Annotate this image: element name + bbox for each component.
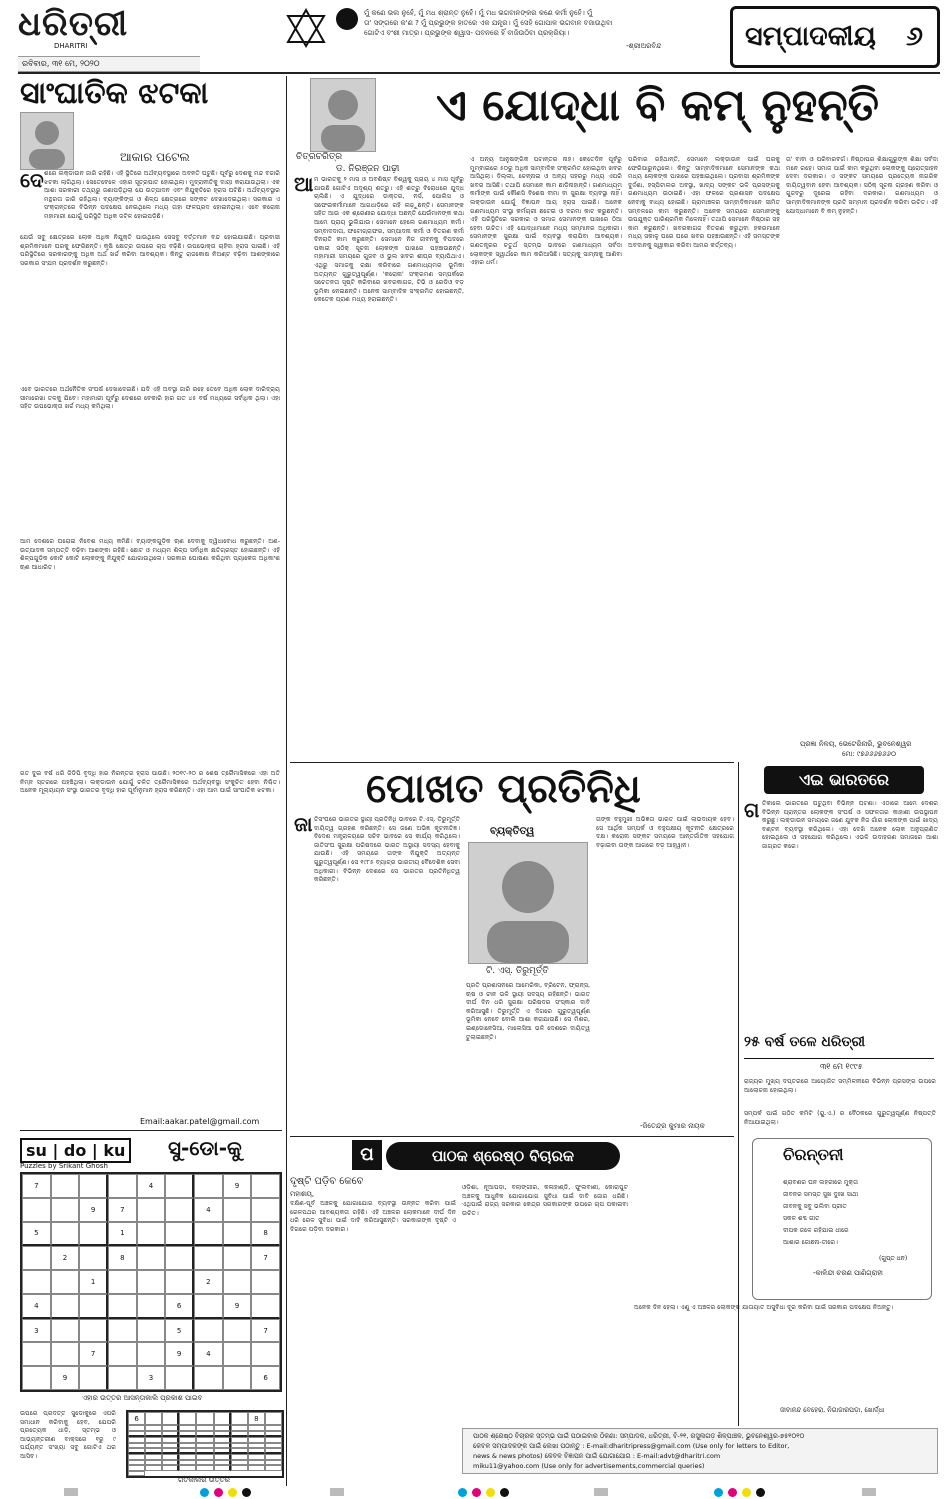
chirantani-line-6: ଆଶାର ଜୋଛନା-ତୀରେ। xyxy=(783,1239,838,1246)
sudoku-cell[interactable] xyxy=(22,1342,51,1366)
col2-text-a: ମ ଭାରତକୁ ୨ ମାସ ଓ ଅବଶିଷ୍ଟ ବିଶ୍ୱକୁ ପ୍ରାୟ ୪ ମାସ ପୂର୍ବରୁ ଯାଉଛି ଗୋଟିଏ ଅଦୃଶ୍ୟ ଶତ୍ରୁ। ଏହି ଶତ୍ରୁ ବିରୋଧରେ ଯୁଦ୍ଧ ଚାଲିଛି। ଏ ଯୁଦ୍ଧରେ ଡାକ୍ତର, ନର୍ସ, ପୋଲିସ ଓ ସଫେଇକର୍ମୀମାନେ ଆଗଧାଡ଼ିରେ ରହି ଲଢ଼ୁଛନ୍ତି। ସେମାନଙ୍କ ସହିତ ଆଉ ଏକ ଶ୍ରେଣୀର ଯୋଦ୍ଧା ଅଛନ୍ତି ଯେଉଁମାନଙ୍କ କଥା ଆମେ ପ୍ରାୟ ଭୁଲିଯାଉ। ସେମାନେ ହେଲେ ଗଣମାଧ୍ୟମ କର୍ମୀ। ସମ୍ବାଦଦାତା, ଫଟୋଗ୍ରାଫର, ସମ୍ପାଦନା କର୍ମୀ ଓ ବିତରଣ କର୍ମୀ ଦିନରାତି କାମ କରୁଛନ୍ତି। ସେମାନେ ନିଜ ଜୀବନକୁ ବିପଦରେ ପକାଇ ସଠିକ୍ ସୂଚନା ଲୋକଙ୍କ ପାଖରେ ପହଞ୍ଚାଉଛନ୍ତି। ମହାମାରୀ ସମୟରେ ଗୁଜବ ଓ ଭୁଲ ଖବର ଶୀଘ୍ର ବ୍ୟାପିଥାଏ। ଏଥିରୁ ସମାଜକୁ ରକ୍ଷା କରିବାରେ ଗଣମାଧ୍ୟମର ଭୂମିକା ଅତ୍ୟନ୍ତ ଗୁରୁତ୍ୱପୂର୍ଣ୍ଣ। 'କରୋନା' ସଂକ୍ରମଣ ସମ୍ପର୍କରେ ସଚେତନତା ସୃଷ୍ଟି କରିବାରେ ଖବରକାଗଜ, ଟିଭି ଓ ରେଡିଓ ବଡ଼ ଭୂମିକା ନେଇଛନ୍ତି। ଅନେକ ସାମ୍ବାଦିକ ସଂକ୍ରମିତ ହୋଇଛନ୍ତି, କେତେକ ପ୍ରାଣ ମଧ୍ୟ ହରାଇଛନ୍ତି। xyxy=(314,176,464,304)
sudoku-cell[interactable] xyxy=(51,1294,80,1319)
print-color-bar xyxy=(0,1486,945,1499)
sudoku-cell[interactable] xyxy=(51,1198,80,1222)
col2-dropcap: ଆ xyxy=(294,172,314,196)
sudoku-cell[interactable] xyxy=(108,1319,137,1343)
black-dot-icon xyxy=(500,1488,509,1497)
sudoku-cell[interactable] xyxy=(194,1174,223,1198)
quote-line-3: ଗୋଟିଏ ବଂଶୀ ମାତ୍ର। ପ୍ରଭୁଙ୍କ ଶ୍ୱାସ- ପବନରେ ହିଁ ବାଜିଉଠିବା ପ୍ରକ୍ରିୟା। xyxy=(364,29,570,37)
anniversary-item-2: ସମ୍ପର୍କ ପାଇଁ ଗଠିତ କମିଟି (ୟୁ.ଏ.) ର ବୈଠକରେ ଗୁରୁତ୍ୱପୂର୍ଣ୍ଣ ନିଷ୍ପତ୍ତି ନିଆଯାଇଥିଲା। xyxy=(744,1110,936,1126)
col3-dropcap: ଜା xyxy=(294,812,313,836)
sudoku-cell[interactable]: 4 xyxy=(194,1198,223,1222)
sudoku-cell[interactable] xyxy=(223,1246,252,1270)
col2-byline: ଡ. ନିରଞ୍ଜନ ପାଢ଼ୀ xyxy=(336,164,400,174)
sudoku-cell[interactable]: 9 xyxy=(51,1366,80,1390)
sudoku-cell[interactable] xyxy=(165,1366,194,1390)
sudoku-cell[interactable] xyxy=(137,1198,166,1222)
sudoku-answer-cell xyxy=(196,1465,213,1470)
sudoku-cell[interactable]: 9 xyxy=(223,1294,252,1319)
sudoku-logo: su | do | ku xyxy=(20,1138,131,1163)
col3-text-a: ତିସଂଘରେ ଭାରତର ସ୍ଥାୟୀ ପ୍ରତିନିଧି ଭାବରେ ଟି.ଏସ୍. ତିରୁମୂର୍ତ୍ତି ଦାୟିତ୍ୱ ଗ୍ରହଣ କରିଛନ୍ତି। ସେ ଜଣେ ଅଭିଜ୍ଞ କୂଟନୀତିଜ୍ଞ। ବିଦେଶ ମନ୍ତ୍ରାଳୟରେ ସଚିବ ଭାବରେ ସେ କାର୍ଯ୍ୟ କରିଥିଲେ। ଜାତିସଂଘ ସୁରକ୍ଷା ପରିଷଦରେ ଭାରତ ଅସ୍ଥାୟୀ ସଦସ୍ୟ ହେବାକୁ ଯାଉଛି। ଏହି ସମୟରେ ତାଙ୍କ ନିଯୁକ୍ତି ଅତ୍ୟନ୍ତ ଗୁରୁତ୍ୱପୂର୍ଣ୍ଣ। ସେ ୧୯୮୫ ବ୍ୟାଚ୍‌ର ଭାରତୀୟ ବୈଦେଶିକ ସେବା ଅଧିକାରୀ। ବିଭିନ୍ନ ଦେଶରେ ସେ ଭାରତର ପ୍ରତିନିଧିତ୍ୱ କରିଛନ୍ତି। xyxy=(314,816,460,884)
sudoku-cell[interactable] xyxy=(223,1270,252,1294)
contact-line-1: ପାଠକ ଶ୍ରେଷ୍ଠ ବିଚାରକ ସ୍ତମ୍ଭ ପାଇଁ ପଠାଇବାର ଠିକଣା: ସମ୍ପାଦକ, ଧରିତ୍ରୀ, ବି-୨୧, ରସୁଲଗଡ଼ ଶିଳ୍ପାଞ୍ଚଳ, ଭୁବନେଶ୍ୱର-୭୫୧୦୧୦ xyxy=(473,1432,805,1440)
sudoku-cell[interactable] xyxy=(165,1222,194,1247)
sudoku-answer-cell: 8 xyxy=(248,1412,265,1425)
readers-badge-icon: ପ xyxy=(352,1140,382,1170)
cyan-dot-icon xyxy=(458,1488,467,1497)
quote-line-2: ତା' ସଙ୍ଗରେ କ'ଣ ? ମୁଁ ପ୍ରଭୁଙ୍କ ହାତରେ ଏକ ଯନ୍ତ୍ର। ମୁଁ ସେହି ଗୋପାଳ ଭଗବାନ ବଜାଉଥିବା xyxy=(364,19,613,27)
sudoku-cell[interactable] xyxy=(165,1270,194,1294)
sudoku-cell[interactable] xyxy=(223,1319,252,1343)
section-title-box xyxy=(730,6,940,68)
col1-para-4: ଆମ ଦେଶରେ ଘରୋଇ ନିବେଶ ମଧ୍ୟ କମିଛି। ବ୍ୟାଙ୍କଗୁଡ଼ିକ ଋଣ ଦେବାକୁ ଦ୍ୱିଧାବୋଧ କରୁଛନ୍ତି। ଅଣ-ଉତ୍ପାଦକ ସମ୍ପତ୍ତି ବଢ଼ିବା ଆଶଙ୍କା ରହିଛି। ଛୋଟ ଓ ମଧ୍ୟମ ଶିଳ୍ପ ସର୍ବାଧିକ କ୍ଷତିଗ୍ରସ୍ତ ହୋଇଛନ୍ତି। ଏହି ଶିଳ୍ପଗୁଡ଼ିକ କୋଟି କୋଟି ଲୋକଙ୍କୁ ନିଯୁକ୍ତି ଯୋଗାଉଥିଲେ। ସରକାର ଘୋଷଣା କରିଥିବା ପ୍ୟାକେଜ ଅଧିକାଂଶ ଋଣ ଆଧାରିତ। xyxy=(20,538,280,571)
anniversary-logo: ୨୫ ବର୍ଷ ତଳେ ଧରିତ୍ରୀ xyxy=(744,1034,934,1059)
sudoku-cell[interactable]: 3 xyxy=(22,1319,51,1343)
col1-headline: ସାଂଘାତିକ ଝଟକା xyxy=(20,76,209,111)
sudoku-cell[interactable] xyxy=(108,1366,137,1390)
sudoku-cell[interactable] xyxy=(251,1270,280,1294)
sudoku-cell[interactable] xyxy=(223,1342,252,1366)
sudoku-cell[interactable]: 5 xyxy=(22,1222,51,1247)
logo-subtitle: DHARITRI xyxy=(54,42,88,50)
sudoku-cell[interactable]: 8 xyxy=(251,1222,280,1247)
sudoku-cell[interactable] xyxy=(251,1342,280,1366)
page-number: ୬ xyxy=(906,21,923,52)
masthead-logo xyxy=(18,4,168,58)
chirantani-title: ଚିରନ୍ତନୀ xyxy=(783,1145,844,1164)
readers-text-c: ଅନେକ ଦିନ ହେଲା। ଏଣୁ ଏ ଅଞ୍ଚଳର ଲୋକଙ୍କ ଯାତାୟାତ ଅସୁବିଧା ଦୂର କରିବା ପାଇଁ ସରକାର ପଦକ୍ଷେପ ନିଅନ୍ତୁ। xyxy=(634,1304,894,1311)
yellow-dot-icon xyxy=(486,1488,495,1497)
col1-para-2: ଯେଉଁ ସବୁ କ୍ଷେତ୍ରରେ ଲୋକ ଅଧିକ ନିଯୁକ୍ତି ପାଉଥିଲେ ସେସବୁ ବର୍ତ୍ତମାନ ବନ୍ଦ ହୋଇଯାଇଛି। ପ୍ରବାସୀ ଶ୍ରମିକମାନେ ଘରକୁ ଫେରିଛନ୍ତି। କୃଷି କ୍ଷେତ୍ର ଉପରେ ଚାପ ବଢ଼ିଛି। ଉପଭୋକ୍ତା ଚାହିଦା ହ୍ରାସ ପାଇଛି। ଏହି ପରିସ୍ଥିତିରେ ସରକାରଙ୍କୁ ଅଧିକ ଅର୍ଥ ଖର୍ଚ୍ଚ କରିବା ଆବଶ୍ୟକ। କିନ୍ତୁ ରାଜକୋଷ ନିଅଣ୍ଟ ବଢ଼ିବା ଆଶଙ୍କାରେ ସରକାର ସଂଯମ ପ୍ରଦର୍ଶନ କରୁଛନ୍ତି। xyxy=(20,234,280,267)
black-dot-icon xyxy=(756,1488,765,1497)
sudoku-cell[interactable]: 2 xyxy=(194,1270,223,1294)
sudoku-answer-cell xyxy=(231,1412,248,1425)
magenta-dot-icon xyxy=(728,1488,737,1497)
sudoku-cell[interactable]: 7 xyxy=(108,1198,137,1222)
chirantani-line-3: ଜୀବନକୁ ସବୁ ଭଲିବା ପ୍ରୀତ xyxy=(783,1203,847,1210)
sudoku-cell[interactable]: 5 xyxy=(165,1319,194,1343)
sudoku-cell[interactable]: 6 xyxy=(251,1366,280,1390)
sudoku-cell[interactable]: 6 xyxy=(165,1294,194,1319)
sudoku-cell[interactable] xyxy=(137,1246,166,1270)
sudoku-cell[interactable] xyxy=(223,1198,252,1222)
sudoku-cell[interactable] xyxy=(51,1319,80,1343)
masthead-divider xyxy=(18,72,940,74)
sudoku-answer-cell: 6 xyxy=(128,1412,145,1425)
sudoku-cell[interactable] xyxy=(51,1222,80,1247)
sudoku-cell[interactable] xyxy=(51,1270,80,1294)
readers-subhead: ଦୃଷ୍ଟି ପଡ଼ିବ କେବେ xyxy=(290,1176,364,1187)
sudoku-cell[interactable]: 8 xyxy=(108,1246,137,1270)
sudoku-answer-cell xyxy=(162,1465,179,1470)
sudoku-cell[interactable] xyxy=(251,1198,280,1222)
col1-para-1: ଶରେ ଲକ୍‌ଡାଉନ ଜାରି ରହିଛି। ଏହି ସ୍ଥିତିରେ ଅର୍ଥବ୍ୟବସ୍ଥାରେ ଅବନତି ଘଟୁଛି। ପୂର୍ବରୁ ଦେଶକୁ ମନ୍ଦ ବଜାରି ଝଟକା ଲାଗିଥିଲା। ସେତେବେଳେ ଏହାର ସୂତ୍ରପାତ ହୋଇଥିଲା। ମୁଦ୍ରାନୀତିକୁ ଦାୟୀ କରାଯାଉଥିଲା। ଏକ ଆଶା ସରକାରୀ ତଥ୍ୟରୁ ଜଣାପଡ଼ିଥିଲା ଯେ ଉତ୍ପାଦନ ଏବଂ ନିଯୁକ୍ତିରେ ହ୍ରାସ ଘଟିଛି। ଅର୍ଥବ୍ୟବସ୍ଥାର ମନ୍ଥରତା ଜାରି ରହିଥିଲା। ବ୍ୟାଙ୍କିଙ୍ଗ ଓ ଶିଳ୍ପ କ୍ଷେତ୍ରରେ ସଙ୍କଟ ଦେଖାଦେଇଥିଲା। ସରକାର ଏ ସଂକ୍ରାନ୍ତରେ ବିଭିନ୍ନ ପଦକ୍ଷେପ ନେଇଥିଲେ ମଧ୍ୟ ତାହା ଫଳପ୍ରଦ ହୋଇନଥିଲା। ଏବେ କରୋନା ମହାମାରୀ ଯୋଗୁଁ ପରିସ୍ଥିତି ଅଧିକ ଜଟିଳ ହୋଇପଡ଼ିଛି। xyxy=(44,170,280,220)
quote-badge-icon xyxy=(336,8,358,30)
col2-kicker: ଚିତ୍ରଚରିତ୍ର xyxy=(296,152,343,162)
sudoku-answer-cell xyxy=(196,1412,213,1425)
chirantani-author: -କାଳିନ୍ଦୀ ଚରଣ ପାଣିଗ୍ରାହୀ xyxy=(813,1269,883,1277)
gray-swatch xyxy=(862,1488,876,1496)
contact-line-2: କେବଳ ସମ୍ପାଦକଙ୍କ ପାଇଁ ଲେଖା ପଠାନ୍ତୁ : E-mail:dharitripress@gmail.com (Use only for letters to Editor, xyxy=(473,1442,790,1450)
sudoku-yesterday-grid xyxy=(126,1410,284,1478)
anniversary-item-1: ରାଜ୍ୟର ମୁଖ୍ୟ ଦପ୍ତରରେ ଆୟୋଜିତ ସମ୍ମିଳନୀରେ ବିଭିନ୍ନ ପ୍ରସଙ୍ଗ ଉପରେ ଆଲୋଚନା ହୋଇଥିଲା। xyxy=(744,1078,936,1094)
ei-bharat-dropcap: ଗ xyxy=(744,798,760,822)
sudoku-cell[interactable]: 4 xyxy=(194,1342,223,1366)
sudoku-answer-cell xyxy=(145,1465,162,1470)
chirantani-source: (ଗୁପ୍ତ ଧନ) xyxy=(879,1255,908,1262)
sudoku-answer-cell xyxy=(145,1412,162,1425)
col3-text-c: ତାଙ୍କ ବହୁମୁଖୀ ଅଭିଜ୍ଞତା ଭାରତ ପାଇଁ ଲାଭଦାୟକ ହେବ। ସେ ଆର୍ଥିକ ସମ୍ପର୍କ ଓ ବହୁପକ୍ଷୀୟ କୂଟନୀତି କ୍ଷେତ୍ରରେ ଦକ୍ଷ। କରୋନା ସଙ୍କଟ ସମୟରେ ଆନ୍ତର୍ଜାତିକ ସହଯୋଗ ବଢ଼ାଇବା ତାଙ୍କ ଆଗରେ ବଡ଼ ଆହ୍ୱାନ। xyxy=(596,816,734,849)
sudoku-cell[interactable] xyxy=(194,1222,223,1247)
gray-swatch xyxy=(594,1488,608,1496)
story-divider xyxy=(290,762,734,763)
sudoku-cell[interactable] xyxy=(22,1198,51,1222)
contact-line-4: miku11@yahoo.com (Use only for advertisements,commercial queries) xyxy=(473,1462,705,1470)
col1-email: Email:aakar.patel@gmail.com xyxy=(140,1117,260,1126)
contact-footer-box xyxy=(462,1428,938,1474)
sudoku-cell[interactable]: 9 xyxy=(79,1198,108,1222)
readers-pill: ପାଠକ ଶ୍ରେଷ୍ଠ ବିଚାରକ xyxy=(386,1142,620,1170)
sudoku-cell[interactable] xyxy=(137,1342,166,1366)
profile-photo xyxy=(468,842,588,964)
sudoku-cell[interactable]: 1 xyxy=(79,1270,108,1294)
col2-phone: ମୋ: ୯୭୬୬୬୭୬୬୦ xyxy=(842,750,897,758)
sudoku-instructions: ଉପରେ ପ୍ରଦତ୍ତ ସୁଡୋକୁରେ ଏପରି ସମାଧାନ କରିବାକୁ ହେବ, ଯେପରି ପ୍ରତ୍ୟେକ ଧାଡ଼ି, ସ୍ତମ୍ଭ ଓ ଆଭ୍ୟନ୍ତରୀଣ ବାକ୍ସରେ ୧ରୁ ୯ ପର୍ଯ୍ୟନ୍ତ ସଂଖ୍ୟା ସବୁ ଗୋଟିଏ ଥର ଆସିବ। xyxy=(20,1410,116,1460)
sudoku-cell[interactable] xyxy=(165,1198,194,1222)
sudoku-cell[interactable] xyxy=(223,1222,252,1247)
col2-text-b: ଏ ଅନ୍ୟ ଆନୁଷଙ୍ଗିକ ପଟାନ୍ତର ନାହିଁ। କେତେଦିନ ପୂର୍ବରୁ ମୁମ୍ବାଇରେ ୫୦ରୁ ଅଧିକ ସାମ୍ବାଦିକ ସଂକ୍ରମିତ ହୋଇଥିବା ଖବର ଆସିଥିଲା। ଦିଲ୍ଲୀ, ଚେନ୍ନାଇ ଓ ଅନ୍ୟ ସହରରୁ ମଧ୍ୟ ଏପରି ଖବର ଆସିଛି। ତଥାପି ସେମାନେ କାମ ଛାଡ଼ିନାହାନ୍ତି। ଗଣମାଧ୍ୟମ କର୍ମୀଙ୍କ ପାଇଁ କୌଣସି ବିଶେଷ ବୀମା ବା ସୁରକ୍ଷା ବ୍ୟବସ୍ଥା ନାହିଁ। ଲକ୍‌ଡାଉନ ଯୋଗୁଁ ବିଜ୍ଞାପନ ଆୟ ହ୍ରାସ ପାଇଛି। ଅନେକ ଗଣମାଧ୍ୟମ ସଂସ୍ଥା କର୍ମଚାରୀ ଛଟେଇ ଓ ଦରମା କାଟ କରୁଛନ୍ତି। ଏହି ପରିସ୍ଥିତିରେ ସରକାର ଓ ସମାଜ ସେମାନଙ୍କ ପାଖରେ ଠିଆ ହେବା ଉଚିତ। ଏହି ଯୋଦ୍ଧାମାନେ ମଧ୍ୟ ସମ୍ମାନର ଅଧିକାରୀ। ସେମାନଙ୍କ ସୁରକ୍ଷା ପାଇଁ ବ୍ୟବସ୍ଥା କରାଯିବା ଆବଶ୍ୟକ। ଗଣତନ୍ତ୍ରର ଚତୁର୍ଥ ସ୍ତମ୍ଭ ଭାବରେ ଗଣମାଧ୍ୟମ ସର୍ବଦା ଲୋକଙ୍କ ସ୍ୱାର୍ଥରେ କାମ କରିଆସିଛି। ସତ୍ୟକୁ ସାମ୍ନାକୁ ଆଣିବା ଏହାର ଧର୍ମ। xyxy=(470,156,622,267)
black-dot-icon xyxy=(242,1488,251,1497)
sudoku-answer-cell xyxy=(231,1465,248,1470)
chirantani-line-1: ଶ୍ରାବଣର ଘନ ଲହରୀରେ ମୁକ୍ତା xyxy=(783,1179,859,1186)
sudoku-cell[interactable]: 4 xyxy=(137,1174,166,1198)
col3-photo-caption: ଟି. ଏସ୍. ତିରୁମୂର୍ତ୍ତି xyxy=(486,966,549,976)
sudoku-puzzle-grid[interactable] xyxy=(20,1172,282,1392)
sudoku-cell[interactable] xyxy=(137,1222,166,1247)
col2-text-d: ତା' ବାବା ଓ ପରିବାରବର୍ଗ। ନିଷ୍ଠାପର ଶିକ୍ଷାଗୁରୁଙ୍କ ଶିକ୍ଷା ସର୍ବଦା ମନେ ରହେ। ସମାଜ ପାଇଁ କାମ କରୁଥିବା ଲୋକଙ୍କୁ ପ୍ରୋତ୍ସାହନ ଦେବା ଦରକାର। ଏ ସଙ୍କଟ ସମୟରେ ପ୍ରତ୍ୟେକ ନାଗରିକ ଦାୟିତ୍ୱବାନ ହେବା ଆବଶ୍ୟକ। ସଠିକ୍ ସୂଚନା ଗ୍ରହଣ କରିବା ଓ ଗୁଜବରୁ ଦୂରେଇ ରହିବା ଦରକାର। ଗଣମାଧ୍ୟମ ଓ ସାମ୍ବାଦିକମାନଙ୍କ ପ୍ରତି ସମ୍ମାନ ପ୍ରଦର୍ଶନ କରିବା ଉଚିତ। ଏହି ଯୋଦ୍ଧାମାନେ ବି କମ୍ ନୁହନ୍ତି। xyxy=(786,156,938,215)
sudoku-cell[interactable] xyxy=(108,1270,137,1294)
anniversary-date: ୩୧ ମେ ୧୯୯୫ xyxy=(820,1062,863,1071)
chirantani-box xyxy=(752,1138,932,1300)
readers-salutation: ମହାଶୟ, xyxy=(290,1190,315,1198)
sudoku-cell[interactable]: 7 xyxy=(251,1319,280,1343)
magenta-dot-icon xyxy=(472,1488,481,1497)
readers-divider xyxy=(290,1136,734,1137)
col2-headline: ଏ ଯୋଦ୍ଧା ବି କମ୍ ନୁହନ୍ତି xyxy=(436,80,880,131)
sudoku-cell[interactable] xyxy=(22,1270,51,1294)
col1-para-5: ଗତ ଦୁଇ ବର୍ଷ ଧରି ଜିଡିପି ବୃଦ୍ଧି ହାର ନିରନ୍ତର ହ୍ରାସ ପାଉଛି। ୨୦୧୯-୨୦ ର ଶେଷ ତ୍ରୈମାସିକରେ ଏହା ଅତି ନିମ୍ନ ସ୍ତରରେ ପହଞ୍ଚିଥିଲା। ଲକ୍‌ଡାଉନ ଯୋଗୁଁ ଚଳିତ ତ୍ରୈମାସିକରେ ଅର୍ଥବ୍ୟବସ୍ଥା ସଂକୁଚିତ ହେବା ନିଶ୍ଚିତ। ଅନେକ ମୂଲ୍ୟାୟନ ସଂସ୍ଥା ଭାରତର ବୃଦ୍ଧି ହାର ପୂର୍ବାନୁମାନ ହ୍ରାସ କରିଛନ୍ତି। ଏହା ଆମ ପାଇଁ ସାଂଘାତିକ ଝଟକା। xyxy=(20,770,280,795)
col3-kicker: ବ୍ୟକ୍ତିତ୍ୱ xyxy=(490,826,535,837)
sudoku-cell[interactable] xyxy=(137,1270,166,1294)
sudoku-cell[interactable] xyxy=(51,1342,80,1366)
sudoku-cell[interactable] xyxy=(165,1246,194,1270)
writer-photo xyxy=(310,78,376,152)
cyan-dot-icon xyxy=(200,1488,209,1497)
yellow-dot-icon xyxy=(228,1488,237,1497)
contact-line-3: news & news photos) କେବଳ ବିଜ୍ଞାପନ ପାଇଁ ଯୋଗାଯୋଗ : E-mail:advt@dharitri.com xyxy=(473,1452,721,1460)
section-title: ସମ୍ପାଦକୀୟ xyxy=(745,21,876,52)
magenta-dot-icon xyxy=(214,1488,223,1497)
sudoku-cell[interactable] xyxy=(194,1246,223,1270)
sudoku-cell[interactable]: 9 xyxy=(223,1174,252,1198)
sudoku-answer-cell xyxy=(265,1412,282,1425)
author-photo xyxy=(20,112,74,170)
sudoku-cell[interactable] xyxy=(79,1319,108,1343)
sudoku-cell[interactable] xyxy=(137,1294,166,1319)
sudoku-answer-cell xyxy=(248,1465,265,1470)
sudoku-answer-cell xyxy=(214,1465,231,1470)
chirantani-line-5: ଦୀପକ ଜଳେ ରହିଯାଇ ଧୀରେ xyxy=(783,1227,849,1234)
person-silhouette-icon xyxy=(469,843,587,963)
sudoku-cell[interactable]: 9 xyxy=(165,1342,194,1366)
sudoku-cell[interactable] xyxy=(108,1174,137,1198)
col3-signoff: -ଜିତେନ୍ଦ୍ର କୁମାର ନାୟକ xyxy=(640,1122,705,1130)
sudoku-cell[interactable]: 3 xyxy=(137,1366,166,1390)
sudoku-cell[interactable] xyxy=(108,1342,137,1366)
gray-swatch xyxy=(330,1488,344,1496)
sudoku-answer-cell xyxy=(179,1412,196,1425)
sudoku-cell[interactable] xyxy=(79,1246,108,1270)
sudoku-cell[interactable]: 7 xyxy=(79,1342,108,1366)
col3-text-b: ପ୍ରତି ପ୍ରଶାସନରେ ଆମେରିକା, ବ୍ରିଟେନ, ଫ୍ରାନ୍ସ, ଋଷ ଓ ଚୀନ ଭଳି ସ୍ଥାୟୀ ସଦସ୍ୟ ରହିଛନ୍ତି। ଭାରତ ଦୀର୍ଘ ଦିନ ଧରି ସୁରକ୍ଷା ପରିଷଦର ସଂସ୍କାର ଦାବି କରିଆସୁଛି। ତିରୁମୂର୍ତ୍ତି ଏ ଦିଗରେ ଗୁରୁତ୍ୱପୂର୍ଣ୍ଣ ଭୂମିକା ନେବେ ବୋଲି ଆଶା କରାଯାଉଛି। ସେ ମିଶର, ଇଣ୍ଡୋନେସିଆ, ମାଲେସିଆ ଭଳି ଦେଶରେ ଦାୟିତ୍ୱ ତୁଲାଇଛନ୍ତି। xyxy=(466,982,590,1041)
chirantani-line-4: ସକଳ ଶବ୍ଦ ଗୀତ xyxy=(783,1215,820,1222)
person-silhouette-icon xyxy=(21,113,73,169)
readers-text-b: ଓଡ଼ିଶା, ନୂଆପଡ଼ା, ବଲାଙ୍ଗୀର, କଳାହାଣ୍ଡି, ଫୁଲବାଣୀ, କୋରାପୁଟ ଅଞ୍ଚଳକୁ ଆଧୁନିକ ଯୋଗାଯୋଗ ସୁବିଧା ପାଇଁ ଦାବି ଜୋର ଧରିଛି। ଏଥିପାଇଁ ରାଜ୍ୟ ସରକାର କେନ୍ଦ୍ର ସରକାରଙ୍କ ଉପରେ ଚାପ ପକାଇବା ଉଚିତ। xyxy=(462,1184,628,1217)
sudoku-credit: Puzzles by Srikant Ghosh xyxy=(20,1162,108,1170)
sudoku-divider xyxy=(20,1130,282,1131)
col3-headline: ପୋଖତ ପ୍ରତିନିଧି xyxy=(366,766,641,812)
sudoku-cell[interactable] xyxy=(108,1294,137,1319)
col2-footer: ପ୍ରଜ୍ଞା ନିଳୟ, ଭେଟେରିନାରି, ଭୁବନେଶ୍ୱର xyxy=(800,740,912,748)
sudoku-cell[interactable] xyxy=(194,1294,223,1319)
col1-para-3: ଏବେ ଭାରତରେ ଅର୍ଥନୈତିକ ସଂଘର୍ଷ ଦେଖାଦେଇଛି। ଯଦି ଏହି ଅବସ୍ଥା ଜାରି ରହେ ତେବେ ଅଧିକ ଲୋକ ଦାରିଦ୍ର୍ୟ ସୀମାରେଖା ତଳକୁ ଯିବେ। ମହାମାରୀ ପୂର୍ବରୁ ଦେଶରେ ବେକାରି ହାର ଗତ ୪୫ ବର୍ଷ ମଧ୍ୟରେ ସର୍ବାଧିକ ଥିଲା। ଏହା ସହିତ ଉପଭୋକ୍ତା ଖର୍ଚ୍ଚ ମଧ୍ୟ କମିଥିଲା। xyxy=(20,386,280,411)
sudoku-cell[interactable] xyxy=(251,1294,280,1319)
sudoku-cell[interactable] xyxy=(51,1174,80,1198)
sudoku-cell[interactable] xyxy=(22,1246,51,1270)
ei-bharat-label: ଏଇ ଭାରତରେ xyxy=(764,766,924,794)
sudoku-cell[interactable] xyxy=(251,1174,280,1198)
sudoku-answer-cell xyxy=(128,1471,145,1476)
cyan-dot-icon xyxy=(714,1488,723,1497)
sudoku-cell[interactable]: 7 xyxy=(251,1246,280,1270)
daily-quote xyxy=(286,6,704,70)
sudoku-answer-cell xyxy=(265,1465,282,1470)
column-rule-1 xyxy=(286,76,287,1486)
readers-text-a: ଦକ୍ଷିଣ-ପୂର୍ବ ଅଞ୍ଚଳକୁ ଯୋଗାଯୋଗ ବ୍ୟବସ୍ଥା ଉନ୍ନତ କରିବା ପାଇଁ ରେଳପଥର ଆବଶ୍ୟକତା ରହିଛି। ଏହି ଅଞ୍ଚଳର ଲୋକମାନେ ଦୀର୍ଘ ଦିନ ଧରି ରେଳ ସୁବିଧା ପାଇଁ ଦାବି କରିଆସୁଛନ୍ତି। ସରକାରଙ୍କ ଦୃଷ୍ଟି ଏ ଦିଗରେ ପଡ଼ିବା ଦରକାର। xyxy=(290,1200,456,1233)
sudoku-title: ସୁ-ଡୋ-କୁ xyxy=(168,1136,242,1160)
sudoku-cell[interactable] xyxy=(223,1366,252,1390)
gray-swatch xyxy=(64,1488,78,1496)
yellow-dot-icon xyxy=(742,1488,751,1497)
sudoku-cell[interactable] xyxy=(194,1319,223,1343)
sudoku-cell[interactable]: 2 xyxy=(51,1246,80,1270)
sudoku-cell[interactable]: 4 xyxy=(22,1294,51,1319)
star-emblem-icon xyxy=(286,8,326,48)
sudoku-yesterday-label: ଗତକାଲିର ଉତ୍ତର xyxy=(178,1476,230,1484)
sudoku-cell[interactable] xyxy=(194,1366,223,1390)
sudoku-cell[interactable] xyxy=(79,1294,108,1319)
logo-text: ଧରିତ୍ରୀ xyxy=(18,4,129,44)
issue-date: ରବିବାର, ୩୧ ମେ, ୨୦୨୦ xyxy=(18,56,200,72)
chirantani-line-2: ଜୀବନର ସମସ୍ତ ସୁଖ ଦୁଃଖ ସାଥୀ xyxy=(783,1191,859,1198)
quote-author: -ଶ୍ରୀଅରବିନ୍ଦ xyxy=(626,42,662,50)
readers-signoff: ଜୀବାନନ୍ଦ ବେହେରା, ନିଗାଜାରପଡ଼ା, ଖୋର୍ଦ୍ଧା xyxy=(780,1406,885,1414)
sudoku-cell[interactable] xyxy=(137,1319,166,1343)
sudoku-answer-cell xyxy=(179,1465,196,1470)
sudoku-cell[interactable] xyxy=(165,1174,194,1198)
quote-line-1: ମୁଁ କଣେ ଭଲ ନୁହେଁ, ମୁଁ ମଧ ଶ୍ରାନ୍ତ ନୁହେଁ। ମୁଁ ମଧ ଭଗବାନଙ୍କର କଣେ କର୍ମୀ ନୁହେଁ। ମୁଁ xyxy=(364,9,593,17)
sudoku-cell[interactable]: 1 xyxy=(108,1222,137,1247)
sudoku-cell[interactable] xyxy=(79,1366,108,1390)
sudoku-cell[interactable] xyxy=(79,1222,108,1247)
sudoku-cell[interactable] xyxy=(79,1174,108,1198)
sudoku-cell[interactable]: 7 xyxy=(22,1174,51,1198)
col2-text-c: ପରିବାର ରହିଥାନ୍ତି, ସେମାନେ ଲକ୍‌ଡାଉନ ପାଇଁ ଘରକୁ ଫେରିପାରୁନଥିଲେ। କିନ୍ତୁ ସାମ୍ବାଦିକମାନେ ସେମାନଙ୍କ କଥା ମଧ୍ୟ ଲୋକଙ୍କ ପାଖରେ ପହଞ୍ଚାଇଥିଲେ। ପ୍ରବାସୀ ଶ୍ରମିକଙ୍କ ଦୁର୍ଦ୍ଦଶା, ହସ୍ପିଟାଲର ଅବସ୍ଥା, ଖାଦ୍ୟ ସଙ୍କଟ ଭଳି ପ୍ରସଙ୍ଗକୁ ଗଣମାଧ୍ୟମ ଉଠାଇଛି। ଏହା ଫଳରେ ପ୍ରଶାସନ ପଦକ୍ଷେପ ନେବାକୁ ବାଧ୍ୟ ହୋଇଛି। ଗ୍ରାମାଞ୍ଚଳର ସାମ୍ବାଦିକମାନେ ସୀମିତ ସମ୍ବଳରେ କାମ କରୁଛନ୍ତି। ଅନେକ ସମୟରେ ସେମାନଙ୍କୁ ଉପଯୁକ୍ତ ପାରିଶ୍ରମିକ ମିଳେନାହିଁ। ତଥାପି ସେମାନେ ନିଷ୍ଠାର ସହ କାମ କରୁଛନ୍ତି। ଖବରକାଗଜ ବିତରଣ କରୁଥିବା ହକରମାନେ ମଧ୍ୟ ସକାଳୁ ଘରେ ଘରେ ଖବର ପହଞ୍ଚାଉଛନ୍ତି। ଏହି ସମସ୍ତଙ୍କ ଅବଦାନକୁ ସ୍ୱୀକାର କରିବା ଆମର କର୍ତ୍ତବ୍ୟ। xyxy=(628,156,780,249)
sudoku-answer-cell xyxy=(162,1412,179,1425)
col1-dropcap: ଦେ xyxy=(20,168,44,192)
person-silhouette-icon xyxy=(311,79,375,151)
sudoku-cell[interactable] xyxy=(22,1366,51,1390)
sudoku-answer-note: ଏହାର ଉତ୍ତର ଆସନ୍ତାକାଲି ପ୍ରକାଶ ପାଇବ xyxy=(82,1394,203,1402)
sudoku-answer-cell xyxy=(214,1412,231,1425)
col1-byline: ଆକାର ପଟେଲ xyxy=(120,150,190,164)
ei-bharat-body: ତିକାଲେ ଭାରତରେ ଘଟୁଥିବା ବିଭିନ୍ନ ଘଟଣା। ଏଠାରେ ଆମେ ଦେଶର ବିଭିନ୍ନ ପ୍ରାନ୍ତର ଲୋକଙ୍କ ସଂଘର୍ଷ ଓ ସଫଳତାର କାହାଣୀ ଉପସ୍ଥାପନ କରୁଛୁ। ଲକ୍‌ଡାଉନ ସମୟରେ ଜଣେ ଯୁବକ ନିଜ ଗାଁର ଲୋକଙ୍କ ପାଇଁ ଖାଦ୍ୟ ବଣ୍ଟନ ବ୍ୟବସ୍ଥା କରିଥିଲେ। ଏହା ଦେଖି ଅନେକ ଲୋକ ଅନୁପ୍ରାଣିତ ହୋଇଥିଲେ ଓ ସହଯୋଗ କରିଥିଲେ। ଏଭଳି ଉଦାହରଣ ସମାଜରେ ଆଶା ଜାଗ୍ରତ କରେ। xyxy=(762,800,938,850)
